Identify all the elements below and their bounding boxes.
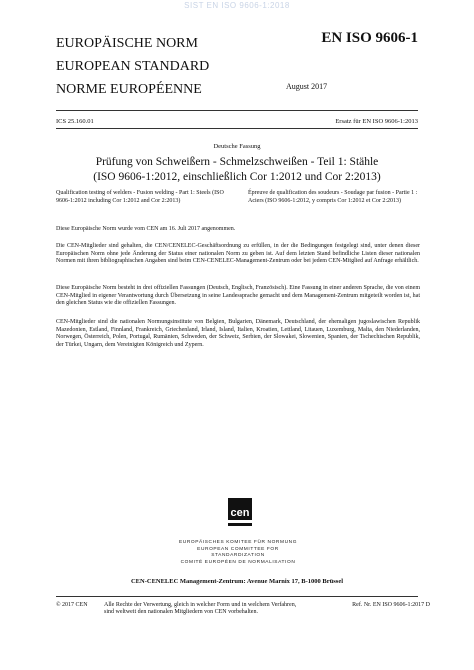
footer-divider xyxy=(56,596,418,597)
header-french: NORME EUROPÉENNE xyxy=(56,82,202,97)
document-number: EN ISO 9606-1 xyxy=(321,30,418,46)
english-title: Qualification testing of welders - Fusion welding - Part 1: Steels (ISO 9606-1:2012 including Cor 1:2012 and Cor 2:2013) xyxy=(56,190,224,204)
cen-name-english: EUROPEAN COMMITTEE FOR STANDARDIZATION xyxy=(197,546,279,558)
member-obligation-paragraph: Die CEN-Mitglieder sind gehalten, die CEN/CENELEC-Geschäftsordnung zu erfüllen, in der die Bedingungen festgelegt sind, unter denen dieser Europäischen Norm ohne jede Änderung der Status einer nationalen Norm zu geben ist. Auf dem letzten Stand befindliche Listen dieser nationalen Normen mit ihren bibliographischen Angaben sind beim CEN-CENELEC-Management-Zentrum oder bei jedem CEN-Mitglied auf Anfrage erhältlich. xyxy=(56,243,420,265)
rights-notice: Alle Rechte der Verwertung, gleich in welcher Form und in welchem Verfahren, sind weltweit den nationalen Mitgliedern von CEN vorbehalten. xyxy=(104,602,297,616)
meta-divider xyxy=(56,128,418,129)
standard-type-header xyxy=(56,32,209,101)
title-line-2: (ISO 9606-1:2012, einschließlich Cor 1:2012 und Cor 2:2013) xyxy=(93,171,381,183)
official-versions-paragraph: Diese Europäische Norm besteht in drei offiziellen Fassungen (Deutsch, Englisch, Französisch). Eine Fassung in einer anderen Sprache, die von einem CEN-Mitglied in eigener Verantwortung durch Übersetzung in seine Landessprache gemacht und dem Management-Zentrum mitgeteilt worden ist, hat den gleichen Status wie die offiziellen Fassungen. xyxy=(56,285,420,307)
cen-logo xyxy=(226,496,254,539)
cen-members-paragraph: CEN-Mitglieder sind die nationalen Normungsinstitute von Belgien, Bulgarien, Dänemark, Deutschland, der ehemaligen jugoslawischen Republik Mazedonien, Estland, Finnland, Frankreich, Griechenland, Irland, Island, Italien, Kroatien, Lettland, Litauen, Luxemburg, Malta, den Niederlanden, Norwegen, Österreich, Polen, Portugal, Rumänien, Schweden, der Schweiz, Serbien, der Slowakei, Slowenien, Spanien, der Tschechischen Republik, der Türkei, Ungarn, dem Vereinigten Königreich und Zypern. xyxy=(56,319,420,348)
watermark: SIST EN ISO 9606-1:2018 xyxy=(184,1,290,10)
copyright: © 2017 CEN xyxy=(56,602,88,608)
language-version: Deutsche Fassung xyxy=(213,143,261,150)
title-line-1: Prüfung von Schweißern - Schmelzschweißen - Teil 1: Stähle xyxy=(95,156,379,168)
cen-name-german: EUROPÄISCHES KOMITEE FÜR NORMUNG xyxy=(178,540,298,545)
cen-name-french: COMITÉ EUROPÉEN DE NORMALISATION xyxy=(180,559,296,565)
ics-code: ICS 25.160.01 xyxy=(56,118,94,125)
publication-date: August 2017 xyxy=(286,82,328,91)
adoption-paragraph: Diese Europäische Norm wurde vom CEN am 16. Juli 2017 angenommen. xyxy=(56,226,236,232)
header-german: EUROPÄISCHE NORM xyxy=(56,36,198,51)
cen-logo-text: cen xyxy=(230,507,250,519)
cen-logo-icon xyxy=(226,496,254,534)
french-title: Épreuve de qualification des soudeurs - Soudage par fusion - Partie 1 : Aciers (ISO 9606-1:2012, y compris Cor 1:2012 et Cor 2:2013) xyxy=(248,190,418,204)
document-title xyxy=(40,155,434,185)
cen-organization-names xyxy=(176,540,300,566)
reference-number: Ref. Nr. EN ISO 9606-1:2017 D xyxy=(352,602,430,608)
management-centre-address: CEN-CENELEC Management-Zentrum: Avenue Marnix 17, B-1000 Brüssel xyxy=(130,578,344,585)
header-divider xyxy=(56,110,418,111)
header-english: EUROPEAN STANDARD xyxy=(56,59,210,74)
supersedes-note: Ersatz für EN ISO 9606-1:2013 xyxy=(335,118,418,125)
